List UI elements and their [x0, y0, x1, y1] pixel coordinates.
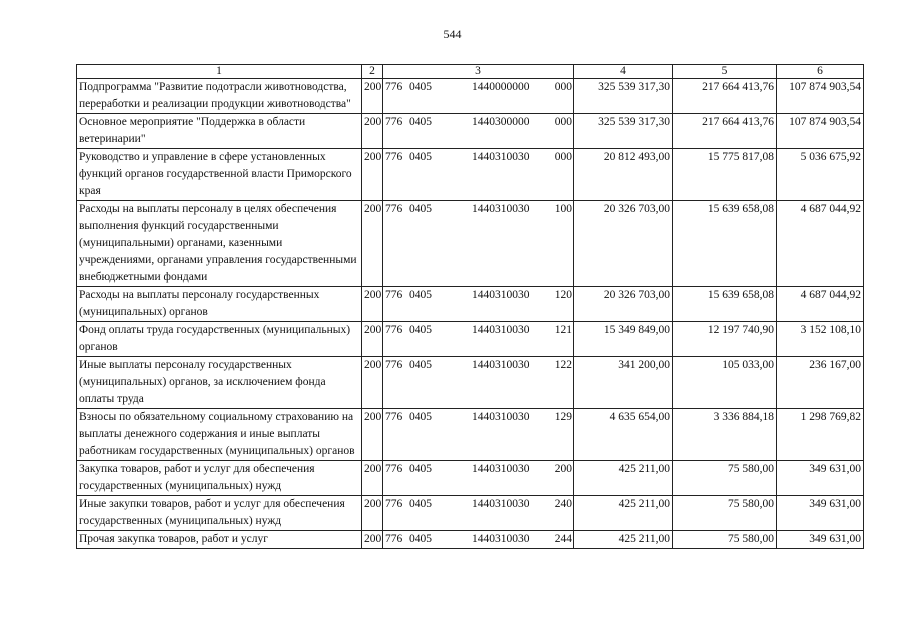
code-vr: 122 — [554, 359, 572, 371]
code-csr: 1440310030 — [472, 359, 530, 371]
table-row — [77, 409, 864, 461]
row-name: Фонд оплаты труда государственных (муниципальных) органов — [77, 322, 362, 357]
row-classification-code — [383, 496, 574, 531]
column-header: 5 — [673, 65, 777, 79]
column-header: 1 — [77, 65, 362, 79]
code-csr: 1440000000 — [472, 81, 530, 93]
row-col5: 15 775 817,08 — [673, 149, 777, 201]
row-col6: 4 687 044,92 — [777, 201, 864, 287]
code-csr: 1440310030 — [472, 289, 530, 301]
row-col6: 4 687 044,92 — [777, 287, 864, 322]
code-vr: 000 — [554, 81, 572, 93]
column-header: 6 — [777, 65, 864, 79]
row-col2: 200 — [362, 531, 383, 549]
row-name: Основное мероприятие "Поддержка в области ветеринарии" — [77, 114, 362, 149]
row-col2: 200 — [362, 149, 383, 201]
code-rz: 0405 — [409, 324, 432, 336]
row-name: Подпрограмма "Развитие подотрасли животноводства, переработки и реализации продукции животноводства" — [77, 79, 362, 114]
row-col4: 425 211,00 — [574, 461, 673, 496]
row-classification-code — [383, 114, 574, 149]
code-csr: 1440310030 — [472, 324, 530, 336]
row-col2: 200 — [362, 287, 383, 322]
row-name: Расходы на выплаты персоналу государственных (муниципальных) органов — [77, 287, 362, 322]
code-vr: 000 — [554, 151, 572, 163]
table-row — [77, 496, 864, 531]
row-name: Расходы на выплаты персоналу в целях обеспечения выполнения функций государственными (муниципальными) органами, казенными учреждениями, органами управления государственными внебюджетными фондами — [77, 201, 362, 287]
row-classification-code — [383, 287, 574, 322]
row-col6: 5 036 675,92 — [777, 149, 864, 201]
code-rz: 0405 — [409, 151, 432, 163]
row-col5: 75 580,00 — [673, 461, 777, 496]
row-col4: 15 349 849,00 — [574, 322, 673, 357]
row-col4: 325 539 317,30 — [574, 79, 673, 114]
row-name: Взносы по обязательному социальному страхованию на выплаты денежного содержания и иные выплаты работникам государственных (муниципальных) органов — [77, 409, 362, 461]
row-col5: 3 336 884,18 — [673, 409, 777, 461]
table-row — [77, 531, 864, 549]
code-gr: 776 — [385, 498, 403, 510]
code-csr: 1440310030 — [472, 411, 530, 423]
table-row — [77, 322, 864, 357]
row-col4: 425 211,00 — [574, 531, 673, 549]
code-vr: 240 — [554, 498, 572, 510]
row-classification-code — [383, 201, 574, 287]
row-classification-code — [383, 461, 574, 496]
code-rz: 0405 — [409, 289, 432, 301]
column-header: 4 — [574, 65, 673, 79]
row-col6: 107 874 903,54 — [777, 114, 864, 149]
row-col4: 4 635 654,00 — [574, 409, 673, 461]
row-col5: 105 033,00 — [673, 357, 777, 409]
row-col2: 200 — [362, 496, 383, 531]
code-gr: 776 — [385, 411, 403, 423]
row-col2: 200 — [362, 79, 383, 114]
code-vr: 200 — [554, 463, 572, 475]
row-name: Иные закупки товаров, работ и услуг для обеспечения государственных (муниципальных) нужд — [77, 496, 362, 531]
row-col6: 1 298 769,82 — [777, 409, 864, 461]
table-row — [77, 149, 864, 201]
row-col5: 75 580,00 — [673, 496, 777, 531]
code-gr: 776 — [385, 463, 403, 475]
code-gr: 776 — [385, 203, 403, 215]
row-classification-code — [383, 322, 574, 357]
row-col2: 200 — [362, 322, 383, 357]
row-col4: 20 326 703,00 — [574, 287, 673, 322]
code-gr: 776 — [385, 324, 403, 336]
page-number: 544 — [443, 27, 462, 41]
code-gr: 776 — [385, 81, 403, 93]
row-classification-code — [383, 149, 574, 201]
code-gr: 776 — [385, 116, 403, 128]
row-col2: 200 — [362, 409, 383, 461]
table-row — [77, 114, 864, 149]
code-rz: 0405 — [409, 359, 432, 371]
row-col2: 200 — [362, 201, 383, 287]
row-classification-code — [383, 79, 574, 114]
table-row — [77, 461, 864, 496]
code-csr: 1440310030 — [472, 203, 530, 215]
row-col6: 349 631,00 — [777, 531, 864, 549]
code-csr: 1440310030 — [472, 498, 530, 510]
table-row — [77, 201, 864, 287]
code-gr: 776 — [385, 533, 403, 545]
budget-table — [76, 64, 864, 549]
table-header-row — [77, 65, 864, 79]
table-row — [77, 287, 864, 322]
row-col4: 341 200,00 — [574, 357, 673, 409]
row-col4: 20 812 493,00 — [574, 149, 673, 201]
code-csr: 1440300000 — [472, 116, 530, 128]
row-classification-code — [383, 357, 574, 409]
code-vr: 120 — [554, 289, 572, 301]
code-csr: 1440310030 — [472, 533, 530, 545]
code-vr: 000 — [554, 116, 572, 128]
row-classification-code — [383, 409, 574, 461]
row-col2: 200 — [362, 461, 383, 496]
column-header: 3 — [383, 65, 574, 79]
code-vr: 100 — [554, 203, 572, 215]
row-col5: 15 639 658,08 — [673, 287, 777, 322]
code-rz: 0405 — [409, 533, 432, 545]
row-name: Иные выплаты персоналу государственных (муниципальных) органов, за исключением фонда оплаты труда — [77, 357, 362, 409]
row-name: Руководство и управление в сфере установленных функций органов государственной власти Приморского края — [77, 149, 362, 201]
row-col6: 349 631,00 — [777, 496, 864, 531]
row-col5: 15 639 658,08 — [673, 201, 777, 287]
row-name: Прочая закупка товаров, работ и услуг — [77, 531, 362, 549]
row-col4: 20 326 703,00 — [574, 201, 673, 287]
code-rz: 0405 — [409, 81, 432, 93]
row-col6: 236 167,00 — [777, 357, 864, 409]
row-col2: 200 — [362, 357, 383, 409]
row-col6: 3 152 108,10 — [777, 322, 864, 357]
table-row — [77, 357, 864, 409]
row-col5: 75 580,00 — [673, 531, 777, 549]
row-col6: 107 874 903,54 — [777, 79, 864, 114]
code-vr: 121 — [554, 324, 572, 336]
code-rz: 0405 — [409, 203, 432, 215]
code-rz: 0405 — [409, 411, 432, 423]
code-rz: 0405 — [409, 498, 432, 510]
code-csr: 1440310030 — [472, 151, 530, 163]
row-col5: 12 197 740,90 — [673, 322, 777, 357]
column-header: 2 — [362, 65, 383, 79]
row-name: Закупка товаров, работ и услуг для обеспечения государственных (муниципальных) нужд — [77, 461, 362, 496]
row-col6: 349 631,00 — [777, 461, 864, 496]
code-rz: 0405 — [409, 463, 432, 475]
row-col4: 425 211,00 — [574, 496, 673, 531]
row-col2: 200 — [362, 114, 383, 149]
row-classification-code — [383, 531, 574, 549]
code-csr: 1440310030 — [472, 463, 530, 475]
code-vr: 129 — [554, 411, 572, 423]
row-col5: 217 664 413,76 — [673, 114, 777, 149]
code-gr: 776 — [385, 359, 403, 371]
row-col4: 325 539 317,30 — [574, 114, 673, 149]
code-gr: 776 — [385, 151, 403, 163]
table-row — [77, 79, 864, 114]
code-gr: 776 — [385, 289, 403, 301]
code-vr: 244 — [554, 533, 572, 545]
row-col5: 217 664 413,76 — [673, 79, 777, 114]
code-rz: 0405 — [409, 116, 432, 128]
